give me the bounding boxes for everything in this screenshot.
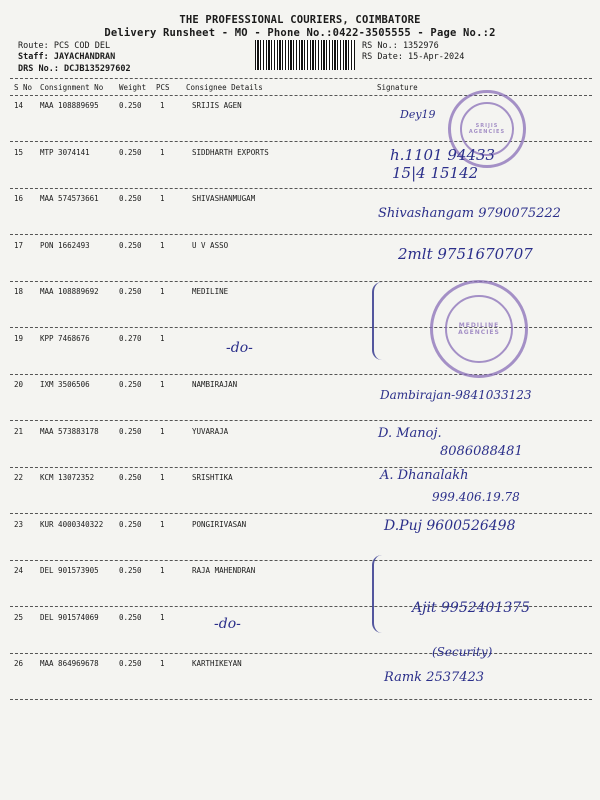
row-sno: 24 <box>14 566 24 575</box>
sig-r25: Ajit 9952401375 <box>412 600 531 616</box>
row-pcs: 1 <box>160 612 165 622</box>
row-sno: 16 <box>14 194 24 203</box>
row-consignment-no: MAA 108889695 <box>40 101 99 110</box>
ditto-brace-2 <box>372 555 384 633</box>
row-pcs: 1 <box>160 287 165 296</box>
row-weight: 0.250 <box>119 194 142 203</box>
row-consignment-no: KCM 13072352 <box>40 473 95 482</box>
row-weight: 0.270 <box>119 333 142 343</box>
sig-r14: Dey19 <box>400 108 436 121</box>
row-consignee: SIDDHARTH EXPORTS <box>192 147 269 157</box>
col-consignee: Consignee Details <box>186 83 263 92</box>
row-consignment-no: MTP 3074141 <box>40 147 90 157</box>
row-sno: 14 <box>14 101 24 110</box>
col-weight: Weight <box>119 83 147 92</box>
row-weight: 0.250 <box>119 147 142 157</box>
row-divider <box>10 281 592 282</box>
row-pcs: 1 <box>160 101 165 110</box>
row-consignee: PONGIRIVASAN <box>192 519 247 529</box>
row-weight: 0.250 <box>119 659 142 668</box>
col-consignment: Consignment No <box>40 83 104 92</box>
barcode <box>255 40 355 70</box>
row-consignment-no: DEL 901573905 <box>40 566 99 575</box>
sig-r22: A. Dhanalakh <box>380 468 469 483</box>
row-divider <box>10 653 592 654</box>
row-pcs: 1 <box>160 519 165 529</box>
row-sno: 23 <box>14 519 24 529</box>
header-rule-top <box>10 78 592 79</box>
row-pcs: 1 <box>160 426 165 436</box>
row-weight: 0.250 <box>119 287 142 296</box>
sig-r17: 2mlt 9751670707 <box>398 245 533 263</box>
row-divider <box>10 234 592 235</box>
row-consignment-no: MAA 573883178 <box>40 426 99 436</box>
row-weight: 0.250 <box>119 240 142 250</box>
company-title: THE PROFESSIONAL COURIERS, COIMBATORE <box>179 14 421 26</box>
ditto-r19: -do- <box>226 340 253 356</box>
row-pcs: 1 <box>160 659 165 668</box>
row-pcs: 1 <box>160 333 165 343</box>
row-weight: 0.250 <box>119 380 142 389</box>
row-divider <box>10 374 592 375</box>
row-consignment-no: KUR 4000340322 <box>40 519 104 529</box>
col-sno: S No <box>14 83 33 92</box>
row-consignment-no: MAA 864969678 <box>40 659 99 668</box>
ditto-r25: -do- <box>214 616 241 632</box>
rs-date-label: RS Date: 15-Apr-2024 <box>362 52 465 62</box>
row-divider <box>10 699 592 700</box>
row-divider <box>10 188 592 189</box>
sig-r22b: 999.406.19.78 <box>432 490 520 504</box>
row-weight: 0.250 <box>119 473 142 482</box>
row-consignee: SRISHTIKA <box>192 473 233 482</box>
row-consignee: SRIJIS AGEN <box>192 101 242 110</box>
row-weight: 0.250 <box>119 101 142 110</box>
row-sno: 19 <box>14 333 24 343</box>
row-sno: 22 <box>14 473 24 482</box>
sig-r23: D.Puj 9600526498 <box>384 518 516 534</box>
row-weight: 0.250 <box>119 566 142 575</box>
row-sno: 25 <box>14 612 24 622</box>
sig-r16: Shivashangam 9790075222 <box>378 206 561 221</box>
sig-r21b: 8086088481 <box>440 444 523 459</box>
agency-stamp-mid <box>430 280 528 378</box>
row-divider <box>10 560 592 561</box>
sig-r21: D. Manoj. <box>378 426 442 441</box>
row-consignment-no: IXM 3506506 <box>40 380 90 389</box>
staff-label: Staff: JAYACHANDRAN <box>18 52 116 62</box>
route-label: Route: PCS COD DEL <box>18 41 111 51</box>
sig-r15b: 15|4 15142 <box>392 164 479 182</box>
col-pcs: PCS <box>156 83 170 92</box>
col-signature: Signature <box>377 83 418 92</box>
row-sno: 17 <box>14 240 24 250</box>
sig-r26: (Security) <box>432 645 493 659</box>
sig-r20: Dambirajan-9841033123 <box>380 388 532 402</box>
row-sno: 26 <box>14 659 24 668</box>
row-sno: 18 <box>14 287 24 296</box>
row-consignee: SHIVASHANMUGAM <box>192 194 256 203</box>
row-consignment-no: PON 1662493 <box>40 240 90 250</box>
row-consignee: YUVARAJA <box>192 426 229 436</box>
row-sno: 20 <box>14 380 24 389</box>
row-consignee: NAMBIRAJAN <box>192 380 238 389</box>
row-pcs: 1 <box>160 194 165 203</box>
row-consignment-no: KPP 7468676 <box>40 333 90 343</box>
row-consignee: RAJA MAHENDRAN <box>192 566 256 575</box>
row-weight: 0.250 <box>119 426 142 436</box>
row-divider <box>10 513 592 514</box>
row-consignee: KARTHIKEYAN <box>192 659 242 668</box>
row-consignment-no: MAA 108889692 <box>40 287 99 296</box>
row-sno: 15 <box>14 147 24 157</box>
stamp-top-text: SRIJIS AGENCIES <box>468 122 506 135</box>
row-consignment-no: DEL 901574069 <box>40 612 99 622</box>
drs-label: DRS No.: DCJB135297602 <box>18 64 131 74</box>
row-consignee: U V ASSO <box>192 240 229 250</box>
row-pcs: 1 <box>160 240 165 250</box>
row-pcs: 1 <box>160 380 165 389</box>
stamp-mid-text: MEDILINE AGENCIES <box>458 321 500 336</box>
row-pcs: 1 <box>160 147 165 157</box>
row-weight: 0.250 <box>119 612 142 622</box>
runsheet-subtitle: Delivery Runsheet - MO - Phone No.:0422-3505555 - Page No.:2 <box>104 27 496 39</box>
row-weight: 0.250 <box>119 519 142 529</box>
row-pcs: 1 <box>160 473 165 482</box>
rs-no-label: RS No.: 1352976 <box>362 41 439 51</box>
sig-r15: h.1101 94433 <box>390 146 496 164</box>
row-pcs: 1 <box>160 566 165 575</box>
sig-r26b: Ramk 2537423 <box>384 670 485 685</box>
row-divider <box>10 467 592 468</box>
row-sno: 21 <box>14 426 24 436</box>
row-consignee: MEDILINE <box>192 287 229 296</box>
row-consignment-no: MAA 574573661 <box>40 194 99 203</box>
row-divider <box>10 420 592 421</box>
ditto-brace-1 <box>372 282 384 360</box>
